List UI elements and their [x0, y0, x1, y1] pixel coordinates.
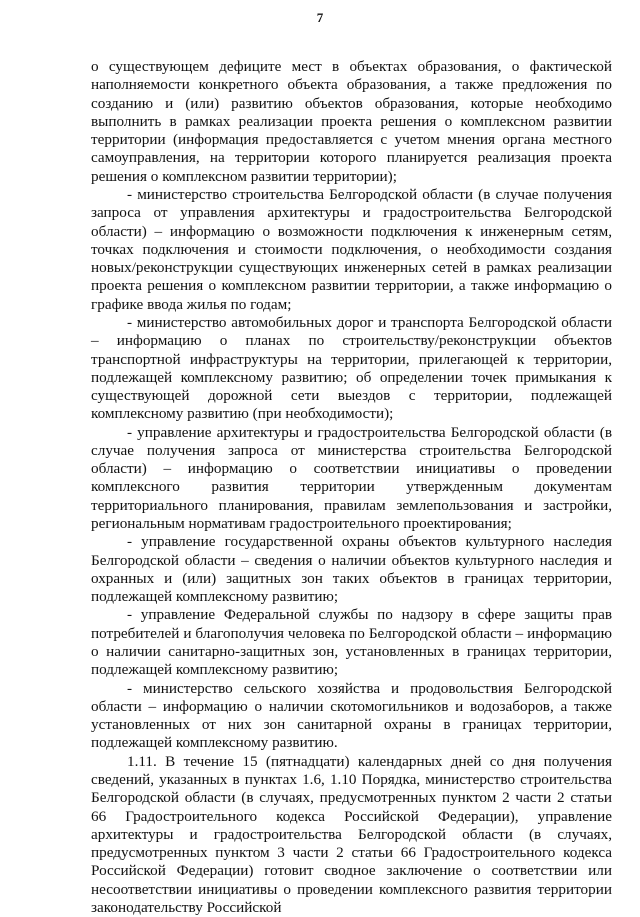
paragraph: - управление Федеральной службы по надзору в сфере защиты прав потребителей и благополучия человека по Белгородской области – информацию о наличии санитарно-защитных зон, установленных в границах территории, подлежащей комплексному развитию;: [91, 606, 612, 679]
page-number: 7: [316, 10, 324, 25]
paragraph: - министерство строительства Белгородской области (в случае получения запроса от управления архитектуры и градостроительства Белгородской области) – информацию о возможности подключения к инженерным сетям, точках подключения и стоимости подключения, о необходимости создания новых/реконструкции существующих инженерных сетей в рамках реализации проекта решения о комплексном развитии территории, а также информацию о графике ввода жилья по годам;: [91, 185, 612, 313]
paragraph: 1.11. В течение 15 (пятнадцати) календарных дней со дня получения сведений, указанных в пунктах 1.6, 1.10 Порядка, министерство строительства Белгородской области (в случаях, предусмотренных пунктом 2 части 2 статьи 66 Градостроительного кодекса Российской Федерации), управление архитектуры и градостроительства Белгородской области (в случаях, предусмотренных пунктом 3 части 2 статьи 66 Градостроительного кодекса Российской Федерации) готовит сводное заключение о соответствии или несоответствии инициативы о проведении комплексного развития территории законодательству Российской: [91, 752, 612, 916]
paragraph: - управление архитектуры и градостроительства Белгородской области (в случае получения запроса от министерства строительства Белгородской области) – информацию о соответствии инициативы о проведении комплексного развития территории утвержденным документам территориального планирования, правилам землепользования и застройки, региональным нормативам градостроительного проектирования;: [91, 423, 612, 533]
paragraph: о существующем дефиците мест в объектах образования, о фактической наполняемости конкретного объекта образования, а также предложения по созданию и (или) развитию объектов образования, которые необходимо выполнить в рамках реализации проекта решения о комплексном развитии территории (информация предоставляется с учетом мнения органа местного самоуправления, на территории которого планируется реализация проекта решения о комплексном развитии территории);: [91, 58, 612, 185]
paragraph: - управление государственной охраны объектов культурного наследия Белгородской области – сведения о наличии объектов культурного наследия и охранных и (или) защитных зон таких объектов в границах территории, подлежащей комплексному развитию;: [91, 533, 612, 606]
paragraph: - министерство автомобильных дорог и транспорта Белгородской области – информацию о планах по строительству/реконструкции объектов транспортной инфраструктуры на территории, прилегающей к территории, подлежащей комплексному развитию; об определении точек примыкания к существующей дорожной сети выездов с территории, подлежащей комплексному развитию (при необходимости);: [91, 313, 612, 423]
paragraph: - министерство сельского хозяйства и продовольствия Белгородской области – информацию о наличии скотомогильников и водозаборов, а также установленных от них зон санитарной охраны в границах территории, подлежащей комплексному развитию.: [91, 679, 612, 752]
document-body: [91, 58, 612, 917]
